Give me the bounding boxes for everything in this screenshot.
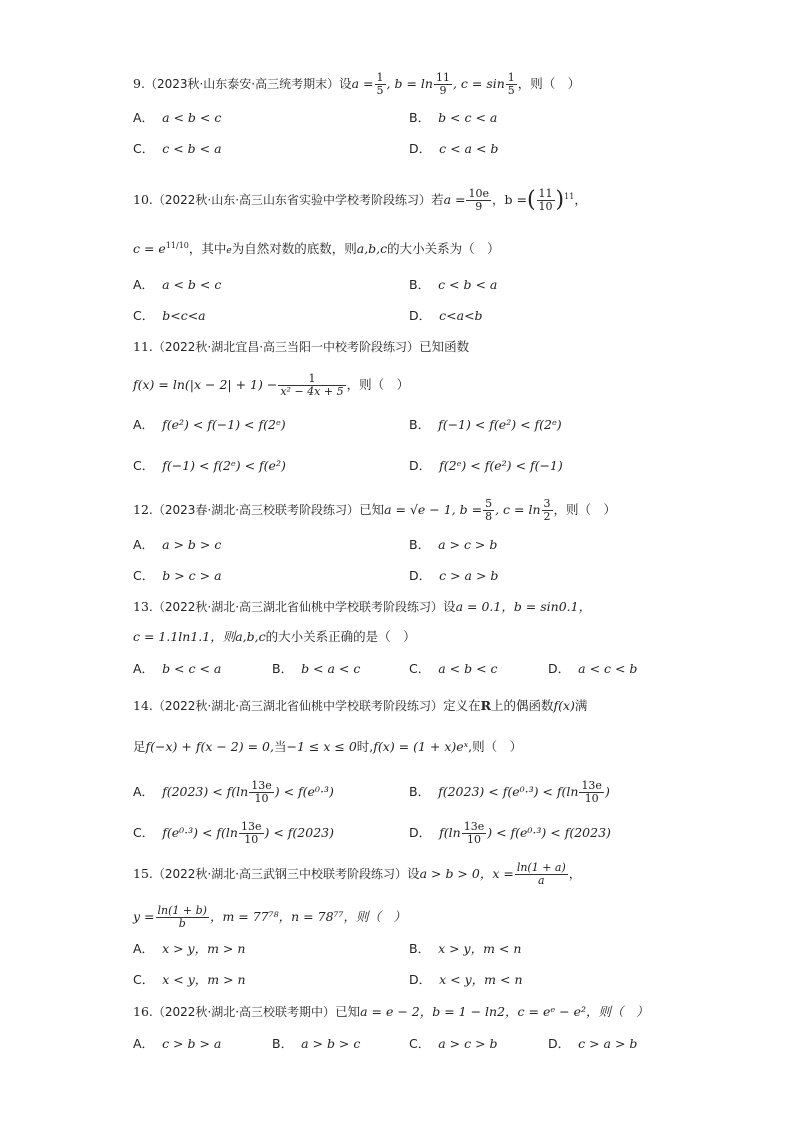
fraction bbox=[506, 72, 517, 97]
option-text: x > y，m < n bbox=[438, 941, 522, 956]
option-a[interactable] bbox=[133, 780, 334, 805]
option-c[interactable] bbox=[409, 1035, 498, 1053]
option-label: C． bbox=[133, 972, 155, 987]
fraction bbox=[462, 821, 487, 846]
denominator: 10 bbox=[538, 200, 553, 213]
option-label: B． bbox=[272, 661, 294, 676]
option-text: c > a > b bbox=[578, 1036, 638, 1051]
question-number: 14. bbox=[133, 698, 153, 713]
question-11-function bbox=[133, 373, 409, 398]
option-a[interactable] bbox=[133, 416, 286, 434]
option-a[interactable] bbox=[133, 276, 221, 294]
option-text: a < b < c bbox=[162, 277, 222, 292]
denominator: 9 bbox=[439, 84, 447, 97]
option-text: a < c < b bbox=[578, 661, 638, 676]
math-a: a = bbox=[443, 192, 466, 207]
fraction bbox=[434, 72, 452, 97]
fraction bbox=[579, 780, 604, 805]
question-10-stem: 10.（2022秋·山东·高三山东省实验中学校考阶段练习）若a = $\frac{10e}{9}$ ，b =( $\frac{11}{10}$ )$^{11}$， bbox=[133, 187, 587, 213]
option-text: c > b > a bbox=[162, 1036, 222, 1051]
option-text: c < b < a bbox=[438, 277, 498, 292]
math-vars: a,b,c bbox=[356, 241, 388, 256]
stem-lead: 设 bbox=[407, 866, 420, 881]
option-label: D． bbox=[548, 1036, 571, 1051]
option-b[interactable] bbox=[409, 109, 497, 127]
denominator: 10 bbox=[466, 833, 481, 846]
left-paren: ( bbox=[526, 187, 536, 213]
stem-math: y = bbox=[133, 909, 155, 924]
option-label: B． bbox=[272, 1036, 294, 1051]
question-source: （2022秋·湖北宜昌·高三当阳一中校考阶段练习） bbox=[152, 340, 420, 354]
option-a[interactable] bbox=[133, 940, 245, 958]
option-text: a > b > c bbox=[301, 1036, 361, 1051]
option-c[interactable] bbox=[133, 971, 246, 989]
function-symbol: f(x) bbox=[553, 698, 575, 713]
math-b: ，b = bbox=[492, 192, 527, 207]
stem-text: ， bbox=[568, 866, 582, 881]
question-number: 10. bbox=[133, 192, 153, 207]
question-source: （2022秋·湖北·高三湖北省仙桃中学校联考阶段练习） bbox=[152, 699, 444, 713]
option-text: f(2ᵉ) < f(e²) < f(−1) bbox=[439, 458, 563, 473]
option-label: D． bbox=[409, 972, 432, 987]
option-text: c > a > b bbox=[439, 568, 499, 583]
numerator: 13e bbox=[251, 779, 272, 792]
option-text: f(2023) < f(ln bbox=[162, 784, 249, 799]
denominator: 5 bbox=[507, 84, 515, 97]
denominator: x² − 4x + 5 bbox=[280, 385, 344, 398]
option-text: c<a<b bbox=[439, 308, 483, 323]
question-source: （2022秋·湖北·高三武钢三中校联考阶段练习） bbox=[152, 867, 408, 881]
option-text: f(e⁰·³) < f(ln bbox=[162, 825, 238, 840]
option-text: c < b < a bbox=[162, 141, 222, 156]
fraction bbox=[537, 188, 555, 213]
stem-text: 满 bbox=[574, 698, 588, 713]
option-text: ) < f(e⁰·³) bbox=[274, 784, 334, 799]
option-label: A． bbox=[133, 417, 155, 432]
option-text: b < a < c bbox=[301, 661, 361, 676]
option-d[interactable] bbox=[548, 1035, 637, 1053]
option-label: B． bbox=[409, 110, 431, 125]
denominator: b bbox=[178, 917, 186, 930]
stem-tail: ,则（ ） bbox=[468, 739, 523, 754]
option-text: a > c > b bbox=[438, 1036, 498, 1051]
option-label: A． bbox=[133, 537, 155, 552]
denominator: 8 bbox=[485, 510, 493, 523]
stem-lead: 已知 bbox=[335, 1004, 361, 1019]
stem-math: f(−x) + f(x − 2) = 0, bbox=[145, 739, 274, 754]
denominator: 5 bbox=[376, 84, 384, 97]
stem-text: 足 bbox=[133, 739, 146, 754]
option-text: a < b < c bbox=[438, 661, 498, 676]
math-b: , b = ln bbox=[386, 76, 433, 91]
question-number: 12. bbox=[133, 502, 153, 517]
option-text: f(−1) < f(e²) < f(2ᵉ) bbox=[438, 417, 562, 432]
option-text: f(ln bbox=[439, 825, 461, 840]
option-b[interactable] bbox=[409, 276, 497, 294]
fraction bbox=[515, 862, 568, 887]
denominator: 10 bbox=[584, 792, 599, 805]
stem-lead: 设 bbox=[339, 76, 352, 91]
numerator: ln(1 + a) bbox=[516, 861, 566, 874]
question-source: （2023秋·山东泰安·高三统考期末） bbox=[144, 77, 340, 91]
denominator: 10 bbox=[244, 833, 259, 846]
option-label: C． bbox=[133, 458, 155, 473]
option-label: D． bbox=[409, 458, 432, 473]
option-c[interactable] bbox=[133, 567, 222, 585]
stem-math: c = 1.1ln1.1，则 bbox=[133, 629, 236, 644]
option-text: x > y，m > n bbox=[162, 941, 246, 956]
option-text: b < c < a bbox=[438, 110, 498, 125]
numerator: 1 bbox=[278, 373, 345, 386]
question-13-stem bbox=[133, 598, 591, 616]
question-15-stem bbox=[133, 862, 581, 887]
stem-text: 当 bbox=[274, 739, 287, 754]
question-source: （2022秋·湖北·高三校联考期中） bbox=[152, 1005, 336, 1019]
stem-text: 的大小关系正确的是（ ） bbox=[265, 629, 416, 644]
fraction bbox=[466, 188, 491, 213]
option-a[interactable] bbox=[133, 660, 221, 678]
stem-text: 的大小关系为（ ） bbox=[387, 241, 500, 256]
question-source: （2022秋·湖北·高三湖北省仙桃中学校联考阶段练习） bbox=[152, 600, 444, 614]
stem-lead: 设 bbox=[443, 599, 456, 614]
question-source: （2022秋·山东·高三山东省实验中学校考阶段练习） bbox=[152, 193, 432, 207]
question-number: 13. bbox=[133, 599, 153, 614]
stem-lead: 若 bbox=[431, 192, 444, 207]
option-text: a > c > b bbox=[438, 537, 498, 552]
option-text: x < y，m < n bbox=[439, 972, 523, 987]
option-label: D． bbox=[409, 825, 432, 840]
numerator: 11 bbox=[538, 187, 553, 200]
option-label: C． bbox=[133, 141, 155, 156]
fraction bbox=[156, 905, 209, 930]
question-10-line2 bbox=[133, 240, 500, 260]
math-c: c = e bbox=[133, 241, 166, 256]
stem-lead: 已知 bbox=[359, 502, 385, 517]
option-label: C． bbox=[409, 1036, 431, 1051]
option-text: b > c > a bbox=[162, 568, 222, 583]
denominator: a bbox=[538, 874, 545, 887]
option-label: A． bbox=[133, 661, 155, 676]
math-vars: a,b,c bbox=[235, 629, 266, 644]
option-a[interactable] bbox=[133, 536, 221, 554]
question-12-stem bbox=[133, 498, 616, 523]
option-d[interactable] bbox=[409, 307, 483, 325]
option-text: ) < f(2023) bbox=[264, 825, 334, 840]
option-b[interactable] bbox=[409, 416, 562, 434]
question-number: 15. bbox=[133, 866, 153, 881]
option-b[interactable] bbox=[409, 780, 610, 805]
option-label: B． bbox=[409, 537, 431, 552]
option-text: a > b > c bbox=[162, 537, 222, 552]
option-c[interactable] bbox=[133, 140, 222, 158]
option-text: b<c<a bbox=[162, 308, 206, 323]
math-c: , c = ln bbox=[495, 502, 541, 517]
numerator: 10e bbox=[468, 187, 489, 200]
option-c[interactable] bbox=[409, 660, 498, 678]
stem-tail: ，则（ ） bbox=[517, 76, 581, 91]
option-label: C． bbox=[409, 661, 431, 676]
math-a: a = √e − 1, b = bbox=[384, 502, 483, 517]
right-paren: ) bbox=[555, 187, 565, 213]
option-label: A． bbox=[133, 110, 155, 125]
stem-text: 为自然对数的底数，则 bbox=[231, 241, 357, 256]
numerator: 1 bbox=[376, 71, 384, 84]
option-label: A． bbox=[133, 784, 155, 799]
option-text: ) < f(e⁰·³) < f(2023) bbox=[487, 825, 611, 840]
function-def: f(x) = ln(|x − 2| + 1) − bbox=[133, 377, 278, 392]
option-text: a < b < c bbox=[162, 110, 222, 125]
fraction bbox=[483, 498, 494, 523]
option-label: A． bbox=[133, 1036, 155, 1051]
option-b[interactable] bbox=[409, 940, 521, 958]
math-a: a = bbox=[351, 76, 374, 91]
stem-tail: ，则（ ） bbox=[346, 377, 410, 392]
question-number: 16. bbox=[133, 1004, 153, 1019]
option-label: B． bbox=[409, 784, 431, 799]
fraction bbox=[542, 498, 553, 523]
option-text: f(−1) < f(2ᵉ) < f(e²) bbox=[162, 458, 286, 473]
stem-math: ，m = 77⁷⁸，n = 78⁷⁷，则（ ） bbox=[209, 909, 407, 924]
option-d[interactable] bbox=[409, 457, 563, 475]
stem-math: f(x) = (1 + x)eˣ bbox=[373, 739, 469, 754]
option-d[interactable] bbox=[548, 660, 637, 678]
question-15-line2 bbox=[133, 905, 406, 930]
question-13-line2 bbox=[133, 628, 416, 646]
question-14-line2 bbox=[133, 738, 522, 756]
option-label: D． bbox=[409, 308, 432, 323]
fraction bbox=[278, 373, 345, 398]
stem-math: a > b > 0，x = bbox=[419, 866, 514, 881]
option-label: D． bbox=[548, 661, 571, 676]
option-text: f(2023) < f(e⁰·³) < f(ln bbox=[438, 784, 579, 799]
option-text: x < y，m > n bbox=[162, 972, 246, 987]
option-d[interactable] bbox=[409, 971, 523, 989]
real-set-symbol: R bbox=[480, 698, 491, 713]
denominator: 10 bbox=[254, 792, 269, 805]
numerator: ln(1 + b) bbox=[157, 904, 207, 917]
fraction bbox=[249, 780, 274, 805]
option-c[interactable] bbox=[133, 307, 206, 325]
option-label: A． bbox=[133, 941, 155, 956]
stem-lead: 定义在 bbox=[443, 698, 481, 713]
numerator: 13e bbox=[581, 779, 602, 792]
stem-math: −1 ≤ x ≤ 0 bbox=[286, 739, 357, 754]
option-b[interactable] bbox=[272, 1035, 360, 1053]
math-c: , c = sin bbox=[452, 76, 505, 91]
stem-text: 上的偶函数 bbox=[490, 698, 554, 713]
option-text: b < c < a bbox=[162, 661, 222, 676]
question-11-stem bbox=[133, 338, 469, 356]
question-9-stem bbox=[133, 72, 580, 97]
option-text: f(e²) < f(−1) < f(2ᵉ) bbox=[162, 417, 286, 432]
option-a[interactable] bbox=[133, 1035, 221, 1053]
denominator: 2 bbox=[543, 510, 551, 523]
math-e: e bbox=[226, 246, 232, 256]
stem-tail: ，则（ ） bbox=[553, 502, 617, 517]
fraction bbox=[239, 821, 264, 846]
question-number: 9. bbox=[133, 76, 145, 91]
option-c[interactable] bbox=[133, 457, 286, 475]
option-label: C． bbox=[133, 825, 155, 840]
stem-math: a = 0.1，b = sin0.1， bbox=[455, 599, 592, 614]
question-source: （2023春·湖北·高三校联考阶段练习） bbox=[152, 503, 360, 517]
option-a[interactable] bbox=[133, 109, 221, 127]
denominator: 9 bbox=[475, 200, 483, 213]
option-label: C． bbox=[133, 308, 155, 323]
numerator: 1 bbox=[507, 71, 515, 84]
option-b[interactable] bbox=[272, 660, 360, 678]
option-d[interactable] bbox=[409, 140, 498, 158]
exponent: 11/10 bbox=[165, 240, 189, 250]
numerator: 5 bbox=[485, 497, 493, 510]
option-text: ) bbox=[604, 784, 610, 799]
question-16-stem bbox=[133, 1003, 649, 1021]
stem-text: 时, bbox=[356, 739, 374, 754]
option-label: B． bbox=[409, 277, 431, 292]
option-d[interactable] bbox=[409, 567, 498, 585]
option-b[interactable] bbox=[409, 536, 497, 554]
question-14-stem bbox=[133, 697, 587, 715]
numerator: 3 bbox=[543, 497, 551, 510]
numerator: 13e bbox=[240, 820, 262, 833]
stem-lead: 已知函数 bbox=[419, 339, 470, 354]
option-label: D． bbox=[409, 568, 432, 583]
numerator: 13e bbox=[463, 820, 485, 833]
stem-math: a = e − 2，b = 1 − ln2，c = eᵉ − e²，则（ ） bbox=[360, 1004, 649, 1019]
option-label: A． bbox=[133, 277, 155, 292]
fraction bbox=[375, 72, 386, 97]
option-c[interactable] bbox=[133, 821, 334, 846]
question-number: 11. bbox=[133, 339, 153, 354]
stem-text: ，其中 bbox=[188, 241, 227, 256]
option-label: B． bbox=[409, 941, 431, 956]
option-label: D． bbox=[409, 141, 432, 156]
exponent: 11 bbox=[564, 191, 575, 201]
option-text: c < a < b bbox=[439, 141, 499, 156]
numerator: 11 bbox=[435, 71, 450, 84]
option-d[interactable] bbox=[409, 821, 611, 846]
option-label: C． bbox=[133, 568, 155, 583]
option-label: B． bbox=[409, 417, 431, 432]
